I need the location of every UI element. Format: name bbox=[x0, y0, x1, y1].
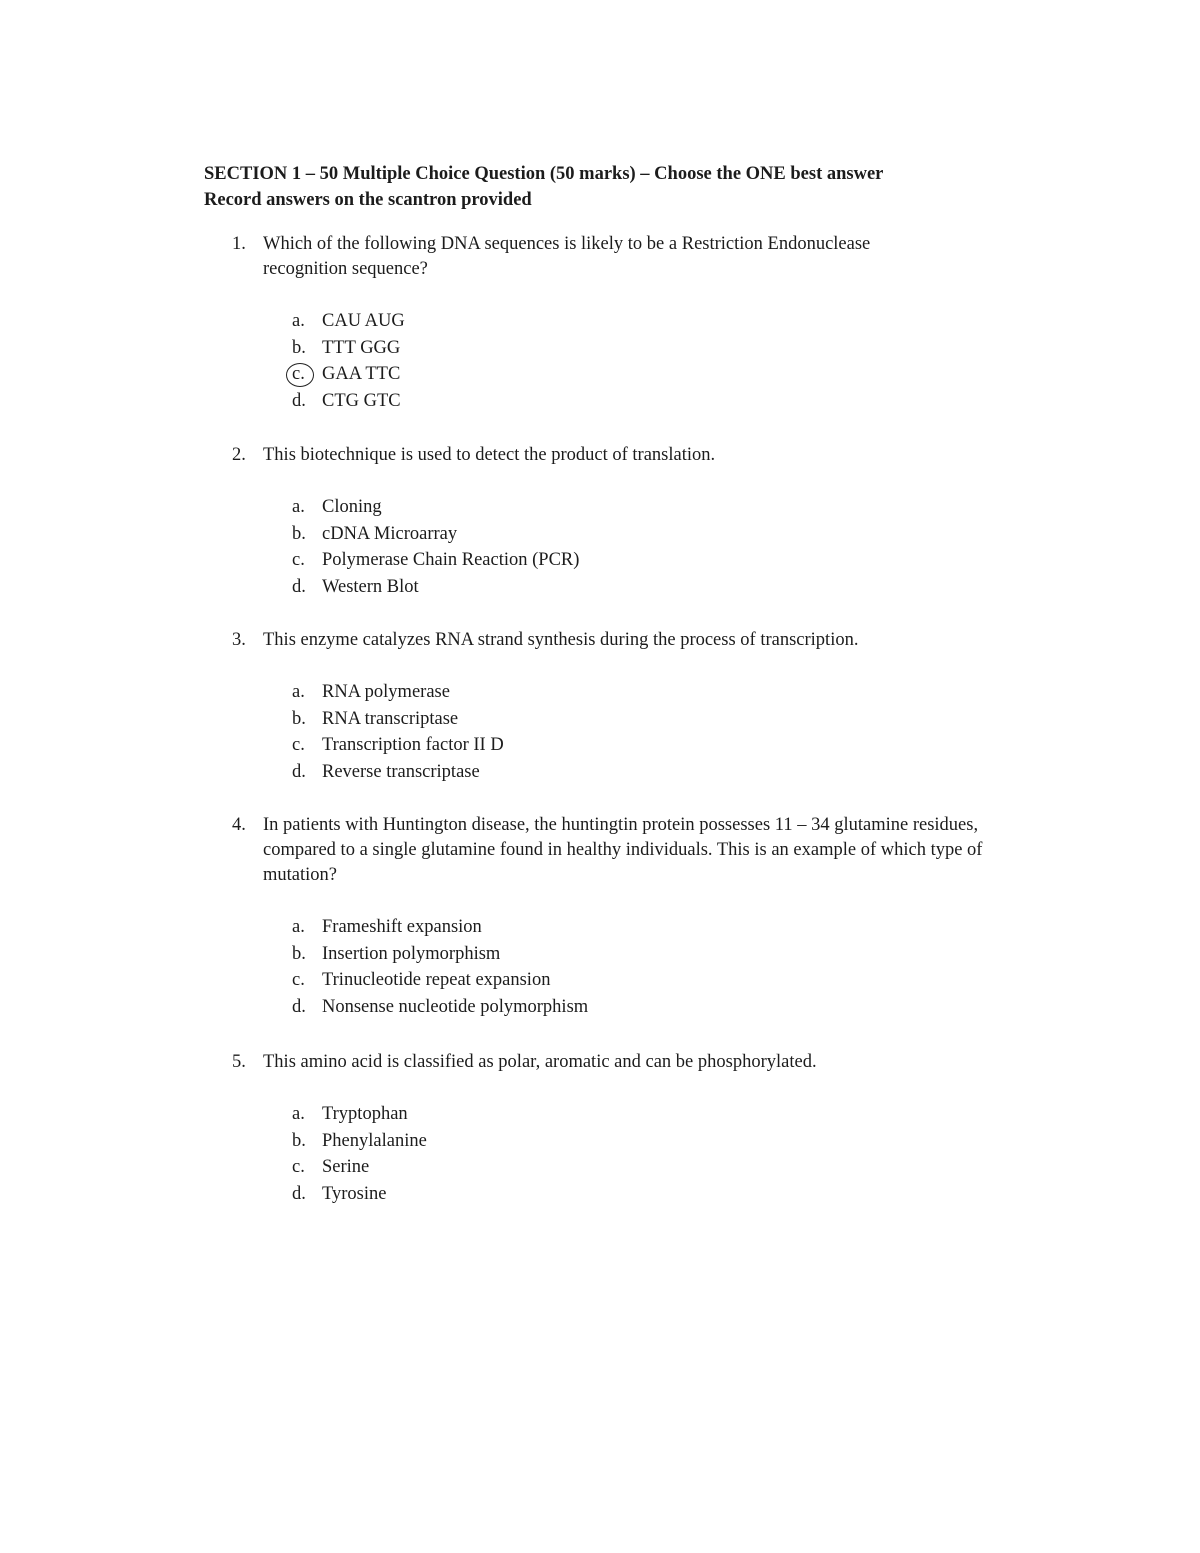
option-letter: b. bbox=[292, 943, 306, 964]
option-list bbox=[232, 494, 992, 600]
question-text: Which of the following DNA sequences is likely to be a Restriction Endonuclease recognition sequence? bbox=[263, 234, 871, 279]
question-number: 3. bbox=[232, 630, 246, 650]
option-text: Phenylalanine bbox=[322, 1130, 427, 1151]
question-stem bbox=[232, 232, 992, 282]
option-text: Western Blot bbox=[322, 576, 419, 597]
option-letter: d. bbox=[292, 1183, 306, 1204]
option-text: TTT GGG bbox=[322, 337, 401, 358]
option-text: cDNA Microarray bbox=[322, 523, 458, 544]
option-letter: a. bbox=[292, 1104, 305, 1124]
section-instructions: Record answers on the scantron provided bbox=[204, 190, 532, 210]
option-letter: b. bbox=[292, 708, 306, 729]
section-title: SECTION 1 – 50 Multiple Choice Question (50 marks) – Choose the ONE best answer bbox=[204, 164, 884, 184]
option-d[interactable] bbox=[232, 994, 992, 1021]
option-text: CAU AUG bbox=[322, 311, 405, 331]
question-stem bbox=[232, 628, 992, 653]
option-c[interactable] bbox=[232, 732, 992, 759]
option-letter: c. bbox=[292, 735, 305, 755]
option-text: Trinucleotide repeat expansion bbox=[322, 970, 551, 990]
question-text: This enzyme catalyzes RNA strand synthesis during the process of transcription. bbox=[263, 630, 859, 650]
option-text: Transcription factor II D bbox=[322, 735, 504, 755]
question-number: 5. bbox=[232, 1052, 246, 1072]
option-c[interactable] bbox=[232, 967, 992, 994]
option-text: CTG GTC bbox=[322, 390, 401, 411]
option-b[interactable] bbox=[232, 1128, 992, 1155]
option-d[interactable] bbox=[232, 388, 992, 415]
option-letter: b. bbox=[292, 523, 306, 544]
question-2 bbox=[232, 443, 992, 600]
question-text: In patients with Huntington disease, the huntingtin protein possesses 11 – 34 glutamine residues, compared to a single glutamine found in healthy individuals. This is an example of which type of mutation? bbox=[263, 815, 983, 885]
question-5 bbox=[232, 1050, 992, 1207]
option-text: Reverse transcriptase bbox=[322, 761, 480, 782]
option-a[interactable] bbox=[232, 1101, 992, 1128]
option-letter: c. bbox=[292, 1157, 305, 1177]
option-letter: d. bbox=[292, 576, 306, 597]
option-letter: c. bbox=[292, 364, 305, 384]
option-c[interactable] bbox=[232, 547, 992, 574]
option-a[interactable] bbox=[232, 308, 992, 335]
option-text: GAA TTC bbox=[322, 364, 401, 384]
option-list bbox=[232, 679, 992, 785]
question-number: 1. bbox=[232, 234, 246, 254]
option-letter: d. bbox=[292, 996, 306, 1017]
option-list bbox=[232, 308, 992, 414]
option-text: Serine bbox=[322, 1157, 370, 1177]
option-d[interactable] bbox=[232, 1181, 992, 1208]
option-letter: d. bbox=[292, 761, 306, 782]
option-c[interactable] bbox=[232, 361, 992, 388]
option-letter: b. bbox=[292, 1130, 306, 1151]
section-header bbox=[204, 161, 1004, 213]
option-a[interactable] bbox=[232, 914, 992, 941]
option-text: RNA polymerase bbox=[322, 682, 450, 702]
option-text: Cloning bbox=[322, 497, 382, 517]
option-letter: a. bbox=[292, 917, 305, 937]
option-letter: c. bbox=[292, 970, 305, 990]
option-d[interactable] bbox=[232, 759, 992, 786]
option-a[interactable] bbox=[232, 494, 992, 521]
option-letter: d. bbox=[292, 390, 306, 411]
option-text: Insertion polymorphism bbox=[322, 943, 501, 964]
option-text: Tyrosine bbox=[322, 1183, 387, 1204]
option-letter: c. bbox=[292, 550, 305, 570]
question-number: 4. bbox=[232, 815, 246, 835]
option-text: Frameshift expansion bbox=[322, 917, 482, 937]
question-stem bbox=[232, 443, 992, 468]
option-letter: a. bbox=[292, 311, 305, 331]
option-letter: a. bbox=[292, 682, 305, 702]
option-text: Polymerase Chain Reaction (PCR) bbox=[322, 550, 580, 570]
question-number: 2. bbox=[232, 445, 246, 465]
option-a[interactable] bbox=[232, 679, 992, 706]
option-letter: b. bbox=[292, 337, 306, 358]
option-b[interactable] bbox=[232, 941, 992, 968]
question-1 bbox=[232, 232, 992, 414]
option-list bbox=[232, 1101, 992, 1207]
question-text: This amino acid is classified as polar, aromatic and can be phosphorylated. bbox=[263, 1052, 817, 1072]
option-c[interactable] bbox=[232, 1154, 992, 1181]
option-text: Tryptophan bbox=[322, 1104, 408, 1124]
option-b[interactable] bbox=[232, 335, 992, 362]
option-letter: a. bbox=[292, 497, 305, 517]
question-4 bbox=[232, 813, 992, 1020]
option-text: RNA transcriptase bbox=[322, 708, 459, 729]
question-text: This biotechnique is used to detect the product of translation. bbox=[263, 445, 716, 465]
question-stem bbox=[232, 813, 992, 888]
option-b[interactable] bbox=[232, 521, 992, 548]
option-text: Nonsense nucleotide polymorphism bbox=[322, 996, 589, 1017]
question-stem bbox=[232, 1050, 992, 1075]
option-d[interactable] bbox=[232, 574, 992, 601]
option-b[interactable] bbox=[232, 706, 992, 733]
question-3 bbox=[232, 628, 992, 785]
option-list bbox=[232, 914, 992, 1020]
